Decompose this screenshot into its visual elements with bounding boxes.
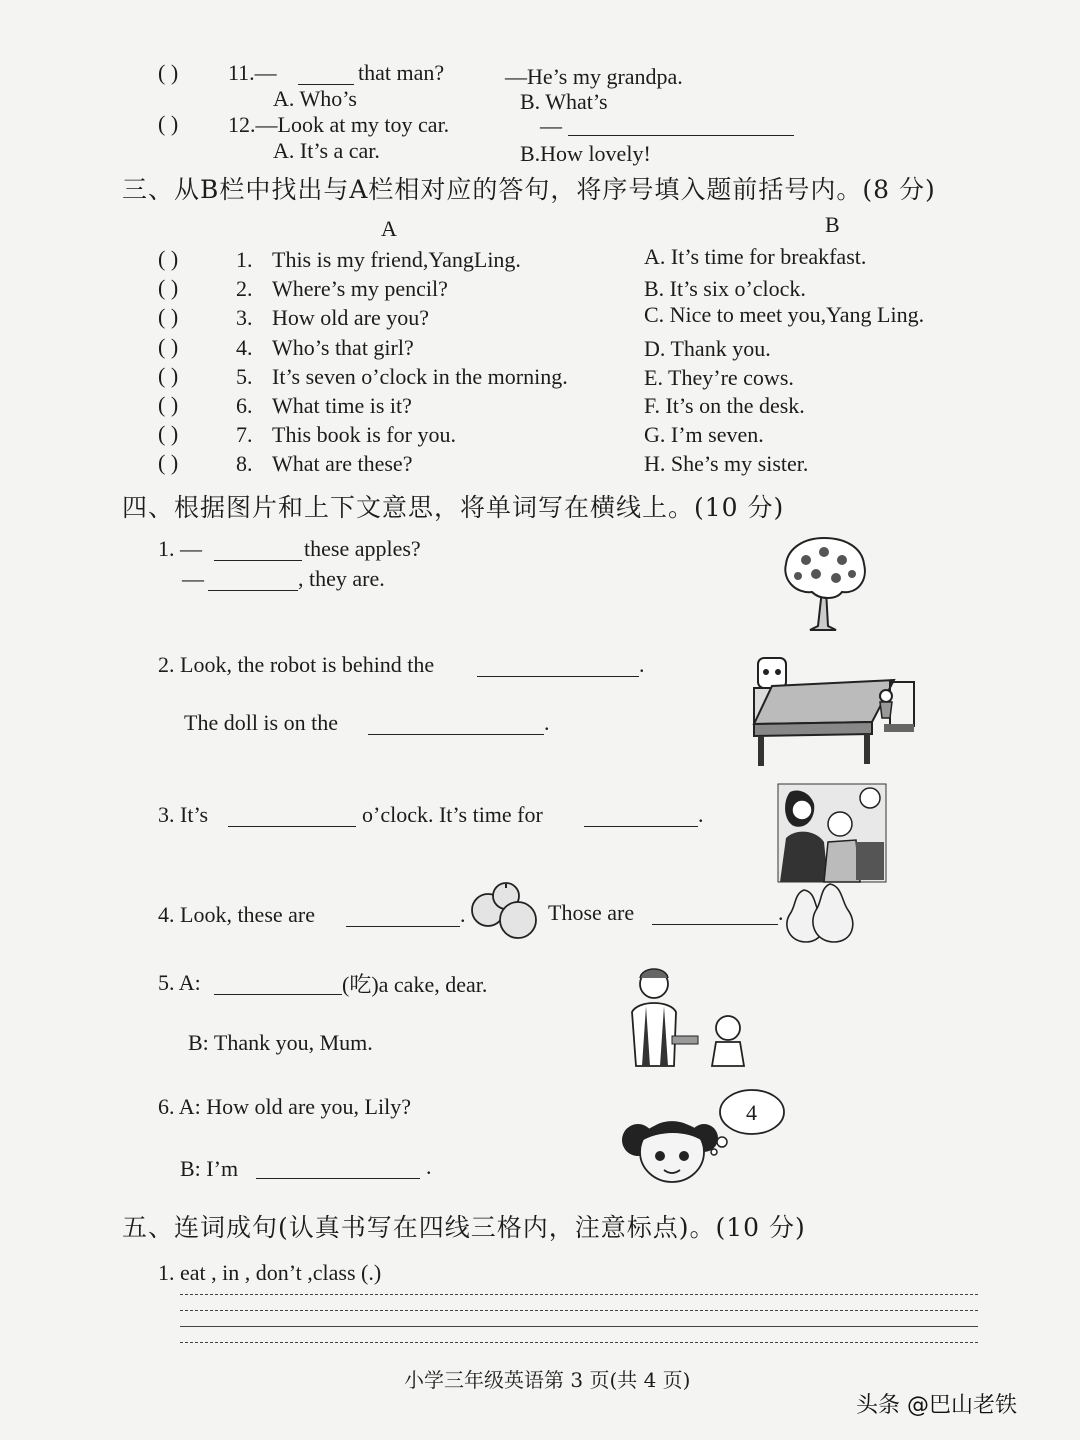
q4-1-text-b: , they are. (298, 566, 385, 591)
row-number: 6. (236, 393, 253, 418)
column-a-text: This is my friend,YangLing. (272, 247, 521, 272)
column-a-label: A (381, 216, 397, 241)
q4-4-text-b: Those are (548, 900, 635, 925)
q4-2-blank-b[interactable] (368, 714, 544, 735)
q11-blank[interactable] (298, 64, 354, 85)
q11-option-a: A. Who’s (273, 86, 357, 111)
q4-5-blank[interactable] (214, 974, 342, 995)
page-footer: 小学三年级英语第 3 页(共 4 页) (404, 1368, 691, 1392)
column-a-text: What are these? (272, 451, 413, 476)
q4-3-blank-a[interactable] (228, 806, 356, 827)
column-b-text: H. She’s my sister. (644, 451, 809, 476)
q4-6-text-a: 6. A: How old are you, Lily? (158, 1094, 411, 1119)
q4-5-text-c: B: Thank you, Mum. (188, 1030, 373, 1055)
q11-num: 11.— (228, 60, 277, 85)
mum-giving-cake-picture (624, 962, 754, 1068)
q4-5-text-a: 5. A: (158, 970, 201, 995)
q4-5-text-b: (吃)a cake, dear. (342, 972, 488, 997)
answer-paren[interactable]: ( ) (158, 246, 179, 271)
row-number: 4. (236, 335, 253, 360)
q12-option-a: A. It’s a car. (273, 138, 380, 163)
grid-line-4 (180, 1342, 978, 1343)
q4-3-text-a: 3. It’s (158, 802, 209, 827)
column-a-text: Where’s my pencil? (272, 276, 448, 301)
column-a-text: It’s seven o’clock in the morning. (272, 364, 568, 389)
q4-1-text-a: these apples? (304, 536, 421, 561)
row-number: 1. (236, 247, 253, 272)
q4-3-period: . (698, 802, 704, 827)
q4-4-text-a: 4. Look, these are (158, 902, 315, 927)
q4-4-period-b: . (778, 900, 784, 925)
q4-6-period: . (426, 1154, 432, 1179)
q12-answer-dash: — (540, 113, 562, 138)
answer-paren[interactable]: ( ) (158, 363, 179, 388)
column-b-text: C. Nice to meet you,Yang Ling. (644, 302, 925, 327)
q4-1-blank-a[interactable] (214, 540, 302, 561)
grid-line-3 (180, 1326, 978, 1327)
q4-2-period-a: . (639, 652, 645, 677)
q4-2-period-b: . (544, 710, 550, 735)
q4-1-prefix: 1. — (158, 536, 202, 561)
column-b-text: G. I’m seven. (644, 422, 764, 447)
answer-paren[interactable]: ( ) (158, 450, 179, 475)
thought-bubble-number: 4 (746, 1100, 757, 1125)
column-a-text: How old are you? (272, 305, 430, 330)
column-b-text: F. It’s on the desk. (644, 393, 805, 418)
q4-3-blank-b[interactable] (584, 806, 698, 827)
q4-1-dash: — (182, 566, 204, 591)
apple-tree-picture (776, 530, 872, 636)
q5-1-words: 1. eat , in , don’t ,class (.) (158, 1260, 382, 1285)
row-number: 5. (236, 364, 253, 389)
answer-paren[interactable]: ( ) (158, 421, 179, 446)
q4-1-blank-b[interactable] (208, 570, 298, 591)
q4-2-text-a: 2. Look, the robot is behind the (158, 652, 435, 677)
q12-blank[interactable] (568, 115, 794, 136)
q11-answer: —He’s my grandpa. (505, 64, 683, 89)
watermark: 头条 @巴山老铁 (856, 1393, 1017, 1418)
q11-option-b: B. What’s (520, 89, 608, 114)
column-b-text: D. Thank you. (644, 336, 771, 361)
apples-picture (466, 882, 542, 942)
column-b-text: B. It’s six o’clock. (644, 276, 806, 301)
row-number: 3. (236, 305, 253, 330)
section5-title: 五、连词成句(认真书写在四线三格内，注意标点)。(10 分) (122, 1213, 806, 1242)
section3-title: 三、从B栏中找出与A栏相对应的答句，将序号填入题前括号内。(8 分) (122, 175, 936, 204)
breakfast-time-picture (776, 782, 888, 884)
q11-stem: that man? (358, 60, 445, 85)
column-a-text: This book is for you. (272, 422, 456, 447)
q12-stem: 12.—Look at my toy car. (228, 112, 450, 137)
q4-4-period-a: . (460, 902, 466, 927)
section4-title: 四、根据图片和上下文意思，将单词写在横线上。(10 分) (122, 493, 785, 522)
column-a-text: Who’s that girl? (272, 335, 414, 360)
grid-line-2 (180, 1310, 978, 1311)
row-number: 8. (236, 451, 253, 476)
column-b-text: A. It’s time for breakfast. (644, 244, 867, 269)
q4-2-text-b: The doll is on the (184, 710, 338, 735)
q11-paren[interactable]: ( ) (158, 60, 179, 85)
column-a-text: What time is it? (272, 393, 412, 418)
grid-line-1 (180, 1294, 978, 1295)
row-number: 2. (236, 276, 253, 301)
q12-option-b: B.How lovely! (520, 141, 651, 166)
q4-4-blank-b[interactable] (652, 904, 778, 925)
row-number: 7. (236, 422, 253, 447)
robot-desk-doll-picture (744, 652, 918, 770)
q12-paren[interactable]: ( ) (158, 111, 179, 136)
answer-paren[interactable]: ( ) (158, 334, 179, 359)
answer-paren[interactable]: ( ) (158, 275, 179, 300)
q4-6-text-b: B: I’m (180, 1156, 239, 1181)
answer-paren[interactable]: ( ) (158, 392, 179, 417)
column-b-text: E. They’re cows. (644, 365, 794, 390)
q4-3-text-b: o’clock. It’s time for (362, 802, 543, 827)
q4-4-blank-a[interactable] (346, 906, 460, 927)
q4-6-blank[interactable] (256, 1158, 420, 1179)
lily-thinking-picture (618, 1086, 788, 1188)
column-b-label: B (825, 212, 840, 237)
pears-picture (780, 880, 858, 944)
answer-paren[interactable]: ( ) (158, 304, 179, 329)
q4-2-blank-a[interactable] (477, 656, 639, 677)
